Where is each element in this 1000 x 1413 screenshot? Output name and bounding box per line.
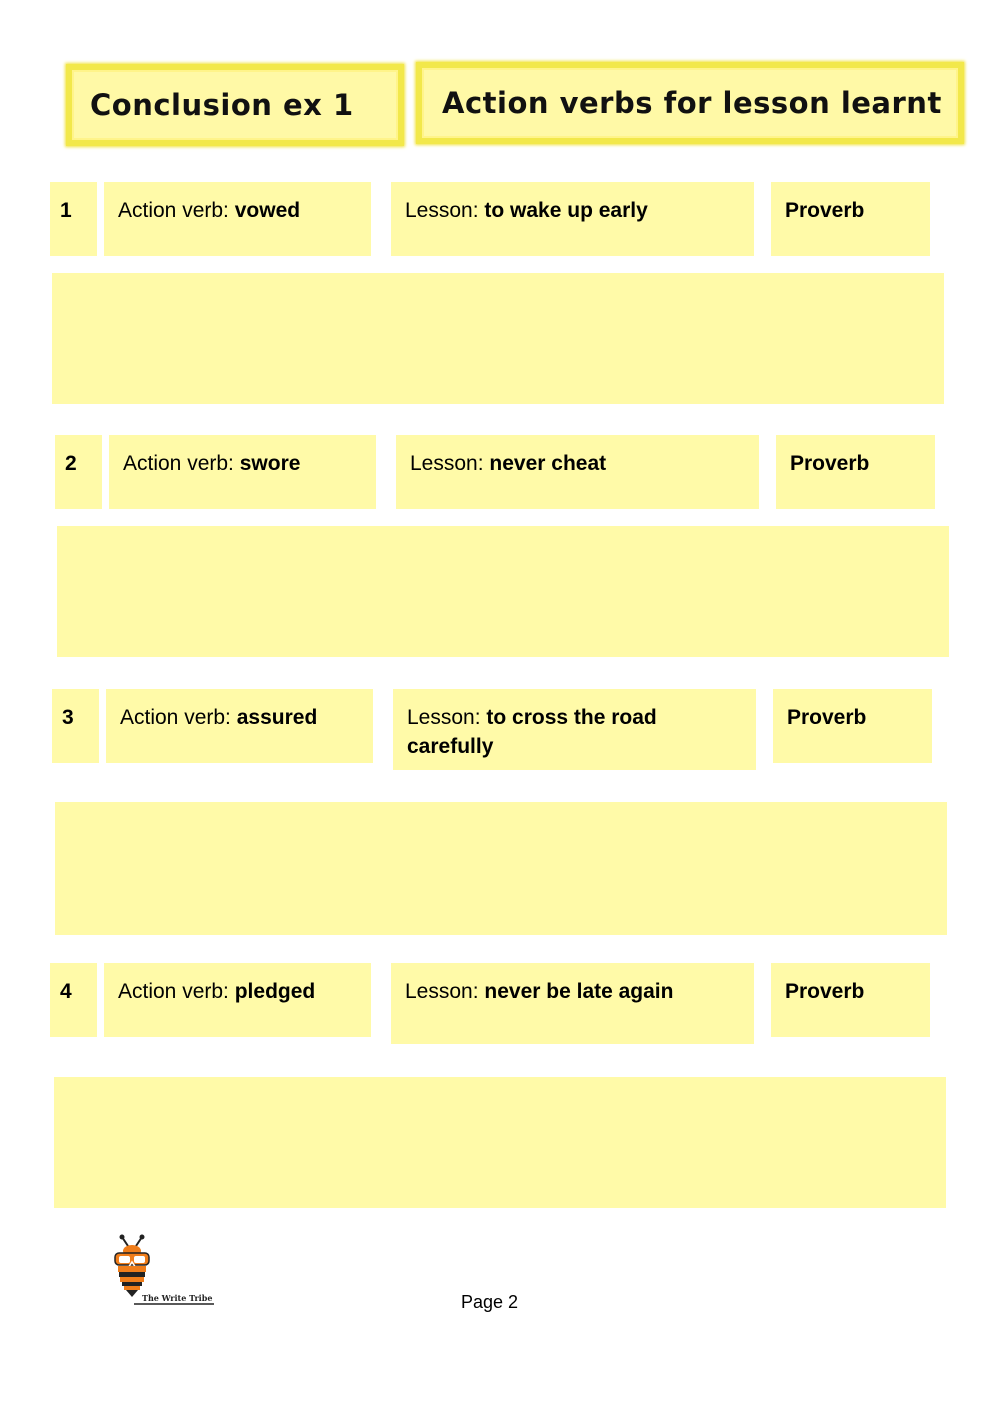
row-4-verb: pledged bbox=[234, 980, 316, 1003]
row-4-action-verb bbox=[104, 963, 371, 1037]
row-3-action-verb bbox=[106, 689, 373, 763]
row-3-lesson bbox=[393, 689, 756, 770]
lesson-label: Lesson: bbox=[405, 980, 485, 1003]
row-1-lesson-text: to wake up early bbox=[484, 199, 648, 222]
row-2-action-verb bbox=[109, 435, 376, 509]
row-3-number: 3 bbox=[52, 689, 99, 763]
row-1-number: 1 bbox=[50, 182, 97, 256]
worksheet-title-text: Conclusion ex 1 bbox=[90, 88, 354, 122]
row-4-proverb-label: Proverb bbox=[771, 963, 930, 1037]
row-2-lesson-text: never cheat bbox=[489, 452, 607, 475]
row-1-verb: vowed bbox=[234, 199, 301, 222]
logo-text: The Write Tribe bbox=[142, 1293, 213, 1303]
row-4-answer-box[interactable] bbox=[54, 1077, 946, 1208]
action-verb-label: Action verb: bbox=[123, 452, 240, 475]
worksheet-subtitle bbox=[416, 62, 964, 144]
row-3-lesson-text: to cross the road carefully bbox=[407, 706, 657, 758]
row-2-number: 2 bbox=[55, 435, 102, 509]
action-verb-label: Action verb: bbox=[118, 199, 235, 222]
write-tribe-bee-logo bbox=[106, 1234, 218, 1310]
row-2-proverb-label: Proverb bbox=[776, 435, 935, 509]
row-3-answer-box[interactable] bbox=[55, 802, 947, 935]
row-4-number: 4 bbox=[50, 963, 97, 1037]
row-1-answer-box[interactable] bbox=[52, 273, 944, 404]
row-1-lesson bbox=[391, 182, 754, 256]
row-2-verb: swore bbox=[239, 452, 301, 475]
row-4-lesson bbox=[391, 963, 754, 1044]
row-3-proverb-label: Proverb bbox=[773, 689, 932, 763]
row-1-action-verb bbox=[104, 182, 371, 256]
lesson-label: Lesson: bbox=[410, 452, 490, 475]
lesson-label: Lesson: bbox=[405, 199, 485, 222]
action-verb-label: Action verb: bbox=[120, 706, 237, 729]
action-verb-label: Action verb: bbox=[118, 980, 235, 1003]
page-number: Page 2 bbox=[461, 1292, 519, 1312]
worksheet-subtitle-text: Action verbs for lesson learnt bbox=[442, 86, 942, 120]
row-2-lesson bbox=[396, 435, 759, 509]
lesson-label: Lesson: bbox=[407, 706, 487, 729]
row-1-proverb-label: Proverb bbox=[771, 182, 930, 256]
worksheet-title bbox=[66, 64, 404, 146]
row-4-lesson-text: never be late again bbox=[484, 980, 674, 1003]
row-3-verb: assured bbox=[236, 706, 318, 729]
row-2-answer-box[interactable] bbox=[57, 526, 949, 657]
